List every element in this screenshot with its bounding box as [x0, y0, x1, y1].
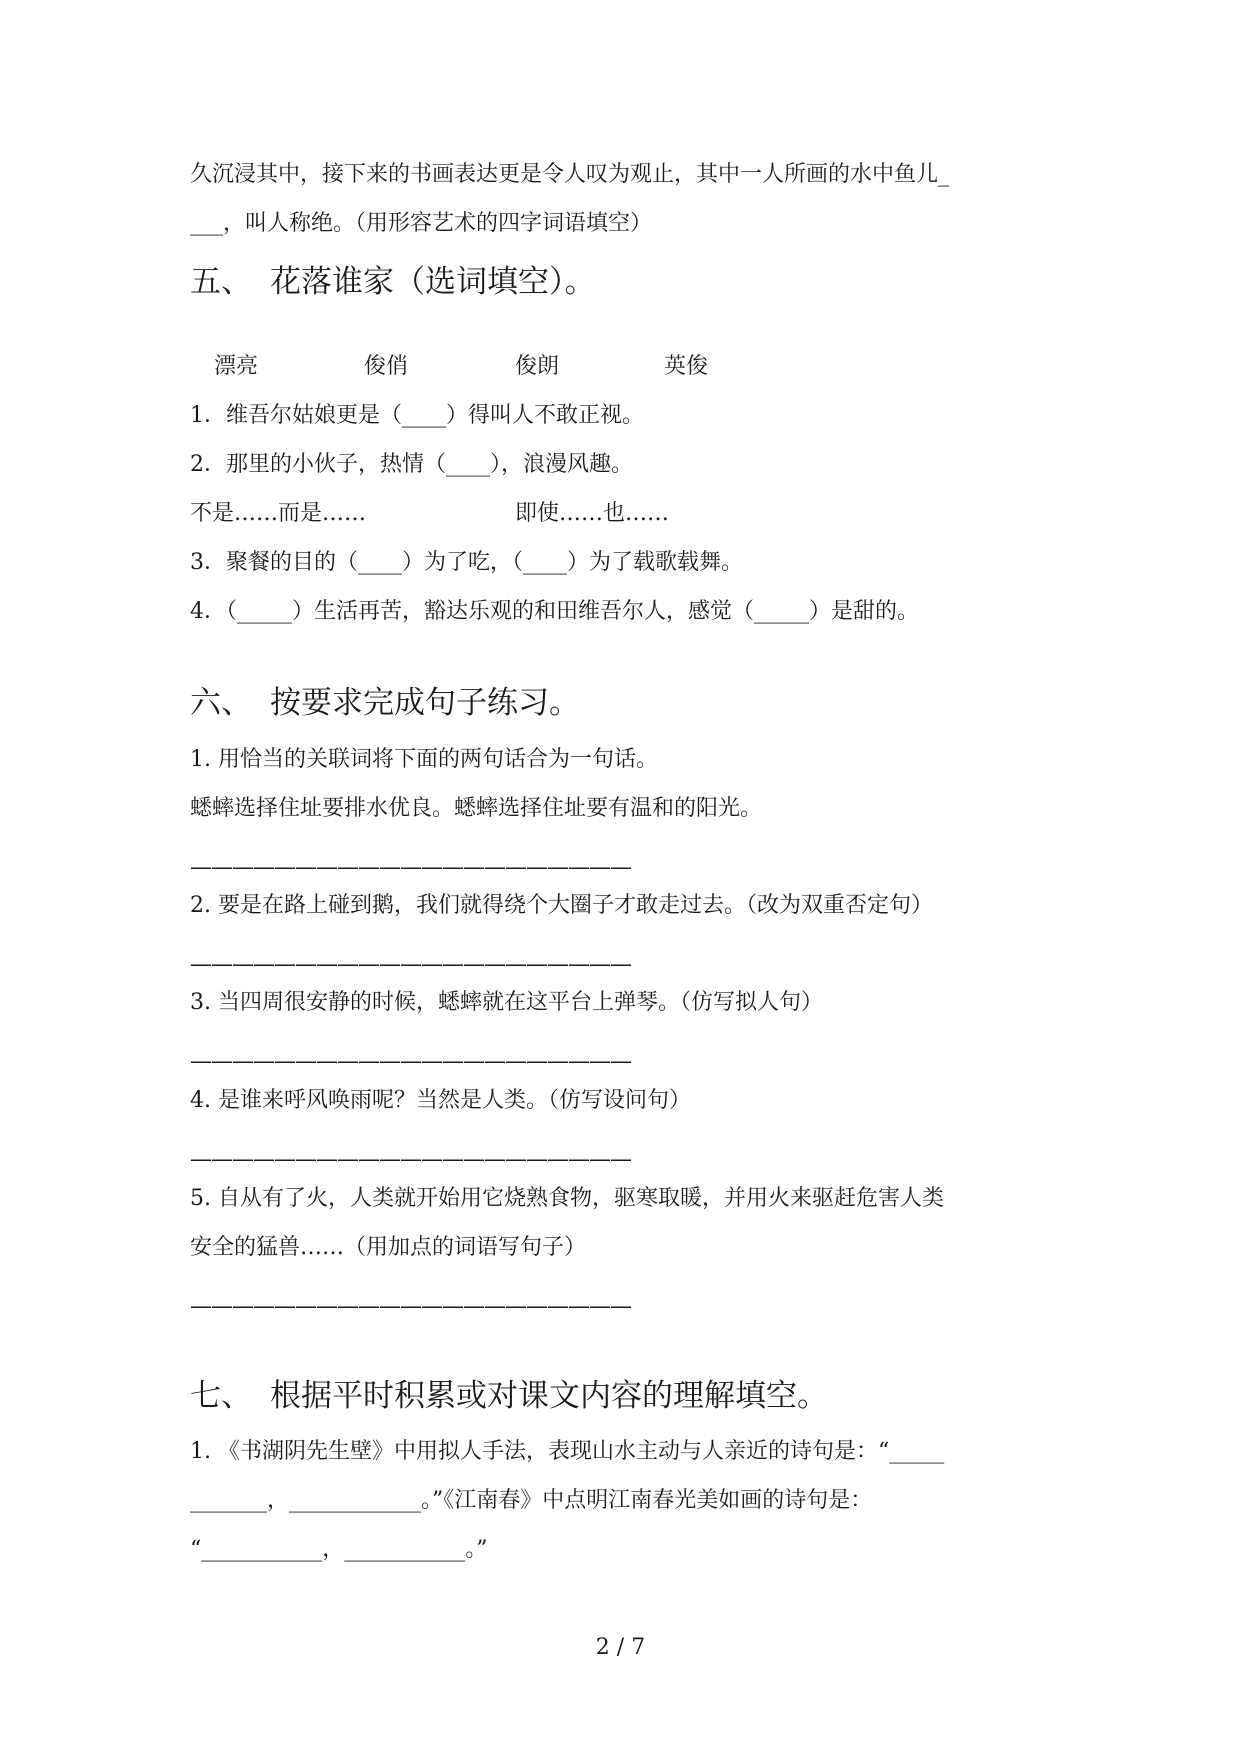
- continued-line-1: 久沉浸其中，接下来的书画表达更是令人叹为观止，其中一人所画的水中鱼儿_: [190, 162, 950, 187]
- section-7-line-1: 1. 《书湖阴先生壁》中用拟人手法，表现山水主动与人亲近的诗句是：“_____: [190, 1439, 945, 1464]
- section-6-item-2: 2. 要是在路上碰到鹅，我们就得绕个大圈子才敢走过去。（改为双重否定句）: [190, 893, 933, 918]
- section-6-item-5: 5. 自从有了火，人类就开始用它烧熟食物，驱寒取暖，并用火来驱赶危害人类: [190, 1186, 944, 1211]
- answer-line: —————————————————————: [190, 855, 631, 880]
- section-5-number: 五、: [190, 264, 252, 300]
- section-5-heading: [190, 262, 596, 302]
- section-7-line-3: “___________，___________。”: [190, 1537, 488, 1562]
- continued-line-2: ___，叫人称绝。（用形容艺术的四字词语填空）: [190, 211, 653, 236]
- section-7-heading: [190, 1376, 828, 1416]
- word-option: 俊朗: [515, 354, 560, 379]
- answer-line: —————————————————————: [190, 1049, 631, 1074]
- section-5-question-3: 3．聚餐的目的（____）为了吃，（____）为了载歌载舞。: [190, 550, 743, 575]
- section-6-item-5-cont: 安全的猛兽……（用加点的词语写句子）: [190, 1235, 587, 1260]
- section-5-question-2: 2．那里的小伙子，热情（____），浪漫风趣。: [190, 452, 633, 477]
- word-option: 漂亮: [214, 354, 259, 379]
- conjunction-option: 即使……也……: [515, 501, 670, 526]
- answer-line: —————————————————————: [190, 952, 631, 977]
- section-7-number: 七、: [190, 1378, 252, 1414]
- answer-line: —————————————————————: [190, 1147, 631, 1172]
- answer-line: —————————————————————: [190, 1294, 631, 1319]
- section-6-item-4: 4. 是谁来呼风唤雨呢？当然是人类。（仿写设问句）: [190, 1088, 691, 1113]
- section-6-item-1: 1. 用恰当的关联词将下面的两句话合为一句话。: [190, 747, 658, 772]
- word-option: 俊俏: [364, 354, 409, 379]
- conjunction-option: 不是……而是……: [190, 501, 367, 526]
- section-6-heading: [190, 683, 580, 723]
- section-6-item-3: 3. 当四周很安静的时候，蟋蟀就在这平台上弹琴。（仿写拟人句）: [190, 990, 823, 1015]
- section-6-item-1-sentence: 蟋蟀选择住址要排水优良。蟋蟀选择住址要有温和的阳光。: [190, 796, 763, 821]
- section-7-title: 根据平时积累或对课文内容的理解填空。: [270, 1378, 828, 1414]
- section-5-question-4: 4．（_____）生活再苦，豁达乐观的和田维吾尔人，感觉（_____）是甜的。: [190, 599, 919, 624]
- section-6-number: 六、: [190, 685, 252, 721]
- section-7-line-2: _______，____________。”《江南春》中点明江南春光美如画的诗句是：: [190, 1488, 873, 1513]
- word-option: 英俊: [664, 354, 709, 379]
- section-6-title: 按要求完成句子练习。: [270, 685, 580, 721]
- page-number: 2 / 7: [595, 1635, 646, 1660]
- section-5-question-1: 1．维吾尔姑娘更是（____）得叫人不敢正视。: [190, 403, 644, 428]
- section-5-title: 花落谁家（选词填空）。: [270, 264, 596, 300]
